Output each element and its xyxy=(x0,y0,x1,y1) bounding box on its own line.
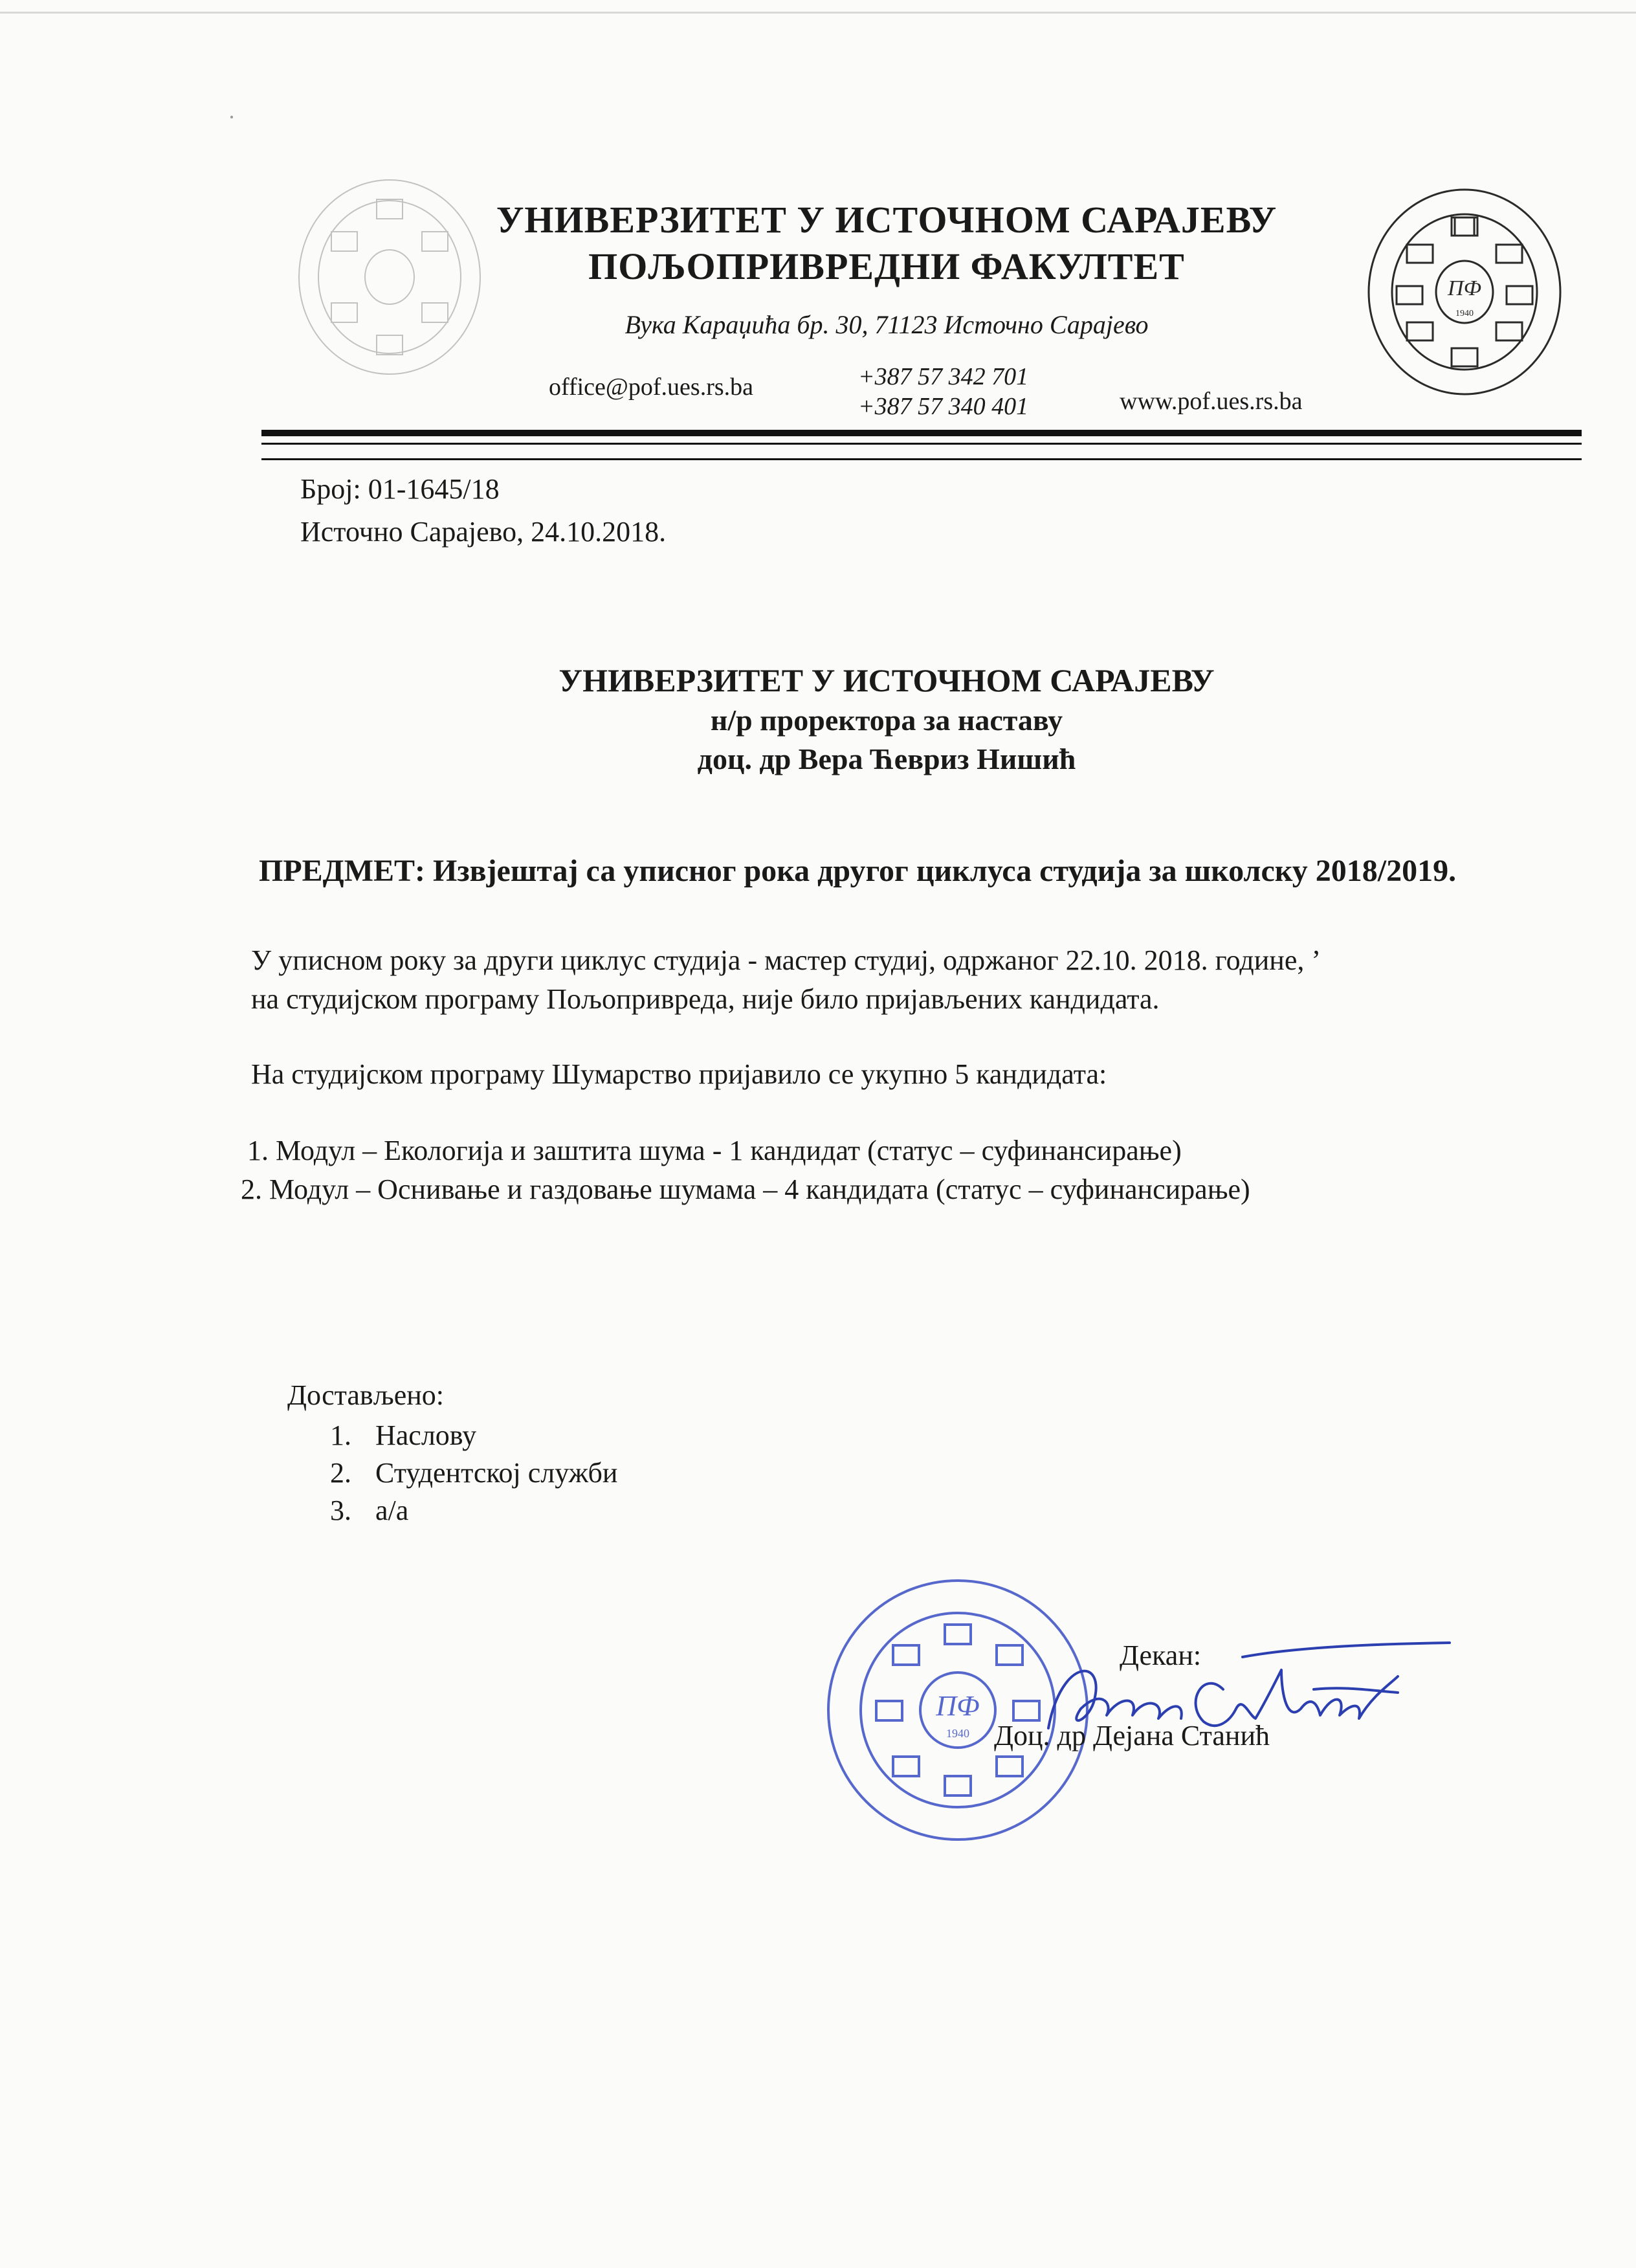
delivered-item: 2. Студентској служби xyxy=(330,1457,618,1489)
letterhead-phone-2: +387 57 340 401 xyxy=(858,393,1029,420)
body-paragraph-1-line-2: на студијском програму Пољопривреда, није било пријављених кандидата. xyxy=(251,983,1160,1015)
body-paragraph-2: На студијском програму Шумарство пријавило се укупно 5 кандидата: xyxy=(251,1058,1107,1090)
handwritten-signature-icon xyxy=(1010,1631,1463,1761)
body-paragraph-1-line-1: У уписном року за други циклус студија - мастер студиј, одржаног 22.10. 2018. године, ’ xyxy=(251,944,1321,976)
letterhead-address: Вука Караџића бр. 30, 71123 Источно Сарајево xyxy=(625,310,1149,339)
module-list-item: 1. Модул – Екологија и заштита шума - 1 кандидат (статус – суфинансирање) xyxy=(247,1135,1182,1166)
recipient-line-2: н/р проректора за наставу xyxy=(710,704,1063,737)
letterhead-rule-thin-2 xyxy=(261,458,1582,460)
delivered-heading: Достављено: xyxy=(287,1379,444,1411)
letterhead-university: УНИВЕРЗИТЕТ У ИСТОЧНОМ САРАЈЕВУ xyxy=(496,199,1277,241)
letterhead-rule xyxy=(261,430,1582,436)
seal-monogram: ПФ xyxy=(1448,276,1481,300)
reference-number: Број: 01-1645/18 xyxy=(300,473,500,505)
module-list-item: 2. Модул – Оснивање и газдовање шумама – 4 кандидата (статус – суфинансирање) xyxy=(241,1173,1250,1205)
seal-year: 1940 xyxy=(1455,309,1474,318)
stamp-monogram: ПФ xyxy=(936,1690,980,1722)
letterhead-phone-1: +387 57 342 701 xyxy=(858,363,1029,390)
delivered-item: 3. а/а xyxy=(330,1495,409,1526)
subject-line: ПРЕДМЕТ: Извјештај са уписног рока другог циклуса студија за школску 2018/2019. xyxy=(259,854,1457,888)
scan-edge-line xyxy=(0,12,1636,14)
dean-name: Доц. др Дејана Станић xyxy=(994,1720,1270,1751)
stamp-year: 1940 xyxy=(946,1727,969,1740)
embossed-seal-icon xyxy=(293,173,487,381)
recipient-line-1: УНИВЕРЗИТЕТ У ИСТОЧНОМ САРАЈЕВУ xyxy=(558,662,1215,698)
dean-title: Декан: xyxy=(1120,1640,1202,1671)
recipient-line-3: доц. др Вера Ћевриз Нишић xyxy=(697,742,1076,775)
reference-place-date: Источно Сарајево, 24.10.2018. xyxy=(300,516,667,548)
letterhead-faculty: ПОЉОПРИВРЕДНИ ФАКУЛТЕТ xyxy=(588,245,1185,287)
faculty-seal-icon xyxy=(1364,185,1565,399)
letterhead-website: www.pof.ues.rs.ba xyxy=(1120,388,1303,415)
scan-speck: · xyxy=(228,104,236,130)
letterhead-email: office@pof.ues.rs.ba xyxy=(549,373,754,401)
delivered-item: 1. Наслову xyxy=(330,1419,477,1451)
letterhead-rule-thin xyxy=(261,443,1582,445)
